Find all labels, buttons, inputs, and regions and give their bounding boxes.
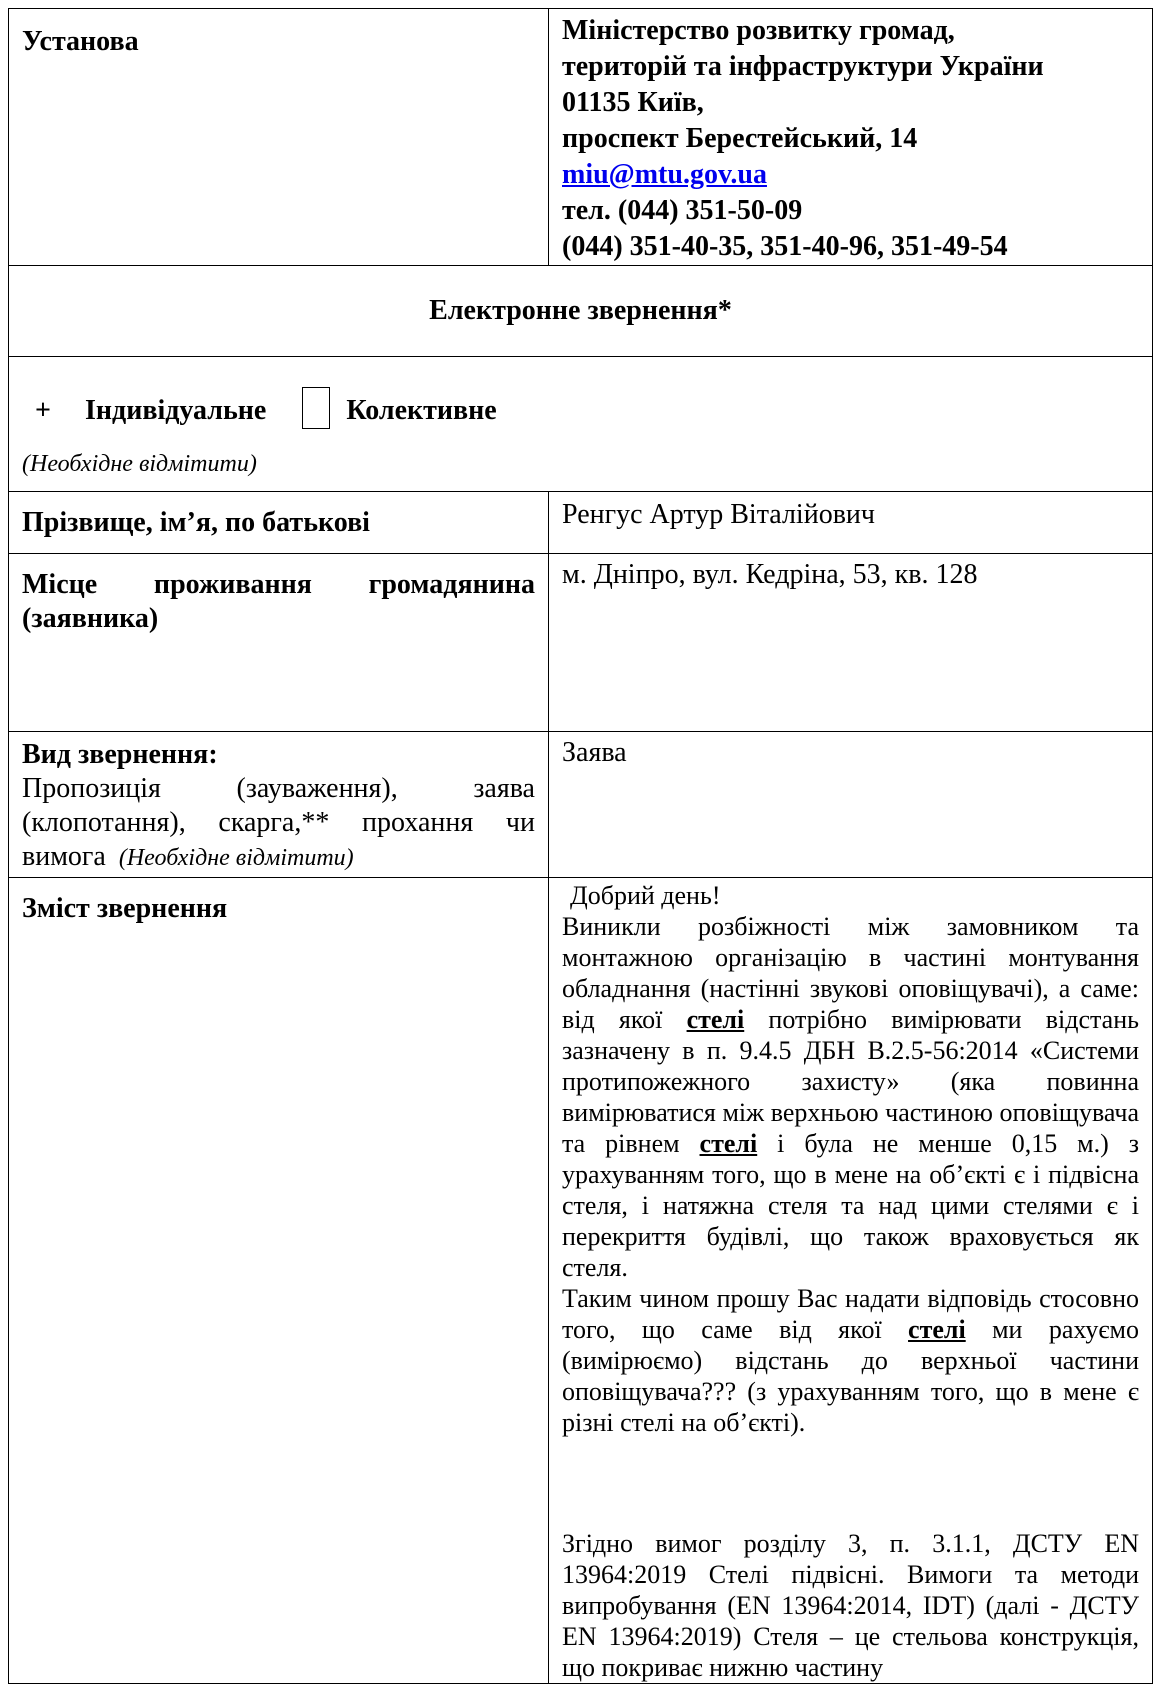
institution-line: 01135 Київ, <box>562 87 704 118</box>
individual-checkbox-mark[interactable]: + <box>35 395 51 426</box>
institution-row <box>9 9 1153 266</box>
institution-label: Установа <box>22 26 139 57</box>
collective-option-label: Колективне <box>346 395 497 426</box>
name-label: Прізвище, ім’я, по батькові <box>22 507 370 538</box>
kind-label-options: Пропозиція (зауваження), заява (клопотання), скарга,** прохання чи вимога <box>22 773 535 872</box>
collective-checkbox[interactable] <box>302 387 330 429</box>
form-title: Електронне звернення* <box>9 266 1153 357</box>
appeal-type-row <box>9 357 1153 492</box>
name-value: Ренгус Артур Віталійович <box>562 499 875 530</box>
kind-label <box>9 732 548 875</box>
kind-label-title: Вид звернення: <box>22 739 218 770</box>
content-text <box>549 878 1152 1683</box>
address-label: Місце проживання громадянина (заявника) <box>22 569 535 634</box>
content-paragraph-2: Таким чином прошу Вас надати відповідь стосовно того, що саме від якої стелі ми рахуємо (вимірюємо) відстань до верхньої частини оповіщувача??? (з урахуванням того, що в мене є різні стелі на об’єкті). <box>562 1284 1139 1437</box>
content-paragraph-3: Згідно вимог розділу 3, п. 3.1.1, ДСТУ EN 13964:2019 Стелі підвісні. Вимоги та методи випробування (EN 13964:2014, IDT) (далі - ДСТУ EN 13964:2019) Стеля – це стельова конструкція, що покриває нижню частину <box>562 1529 1139 1682</box>
address-row <box>9 554 1153 732</box>
content-row <box>9 878 1153 1684</box>
title-row <box>9 266 1153 357</box>
name-row <box>9 492 1153 554</box>
appeal-form <box>8 8 1152 1684</box>
content-label: Зміст звернення <box>22 893 228 924</box>
individual-option-label: Індивідуальне <box>85 395 267 426</box>
appeal-type-hint: (Необхідне відмітити) <box>22 451 257 477</box>
form-table <box>8 8 1153 1684</box>
kind-label-hint: (Необхідне відмітити) <box>118 845 354 871</box>
institution-line: Міністерство розвитку громад, <box>562 15 955 46</box>
content-paragraph-1: Виникли розбіжності між замовником та монтажною організацію в частині монтування обладнання (настінні звукові оповіщувачі), а саме: від якої стелі потрібно вимірювати відстань зазначену в п. 9.4.5 ДБН В.2.5-56:2014 «Системи протипожежного захисту» (яка повинна вимірюватися між верхньою частиною оповіщувача та рівнем стелі і була не менше 0,15 м.) з урахуванням того, що в мене на об’єкті є і підвісна стеля, і натяжна стеля та над цими стелями є і перекриття будівлі, що також враховується як стеля. <box>562 912 1139 1282</box>
content-greeting: Добрий день! <box>570 881 721 910</box>
address-value: м. Дніпро, вул. Кедріна, 53, кв. 128 <box>562 559 978 590</box>
institution-line: проспект Берестейський, 14 <box>562 123 918 154</box>
institution-phones-extra: (044) 351-40-35, 351-40-96, 351-49-54 <box>562 231 1008 262</box>
institution-email-link[interactable]: miu@mtu.gov.ua <box>562 159 767 190</box>
kind-row <box>9 732 1153 878</box>
institution-line: територій та інфраструктури України <box>562 51 1044 82</box>
institution-phone: тел. (044) 351-50-09 <box>562 195 803 226</box>
kind-value: Заява <box>562 737 627 768</box>
institution-info <box>549 9 1153 266</box>
